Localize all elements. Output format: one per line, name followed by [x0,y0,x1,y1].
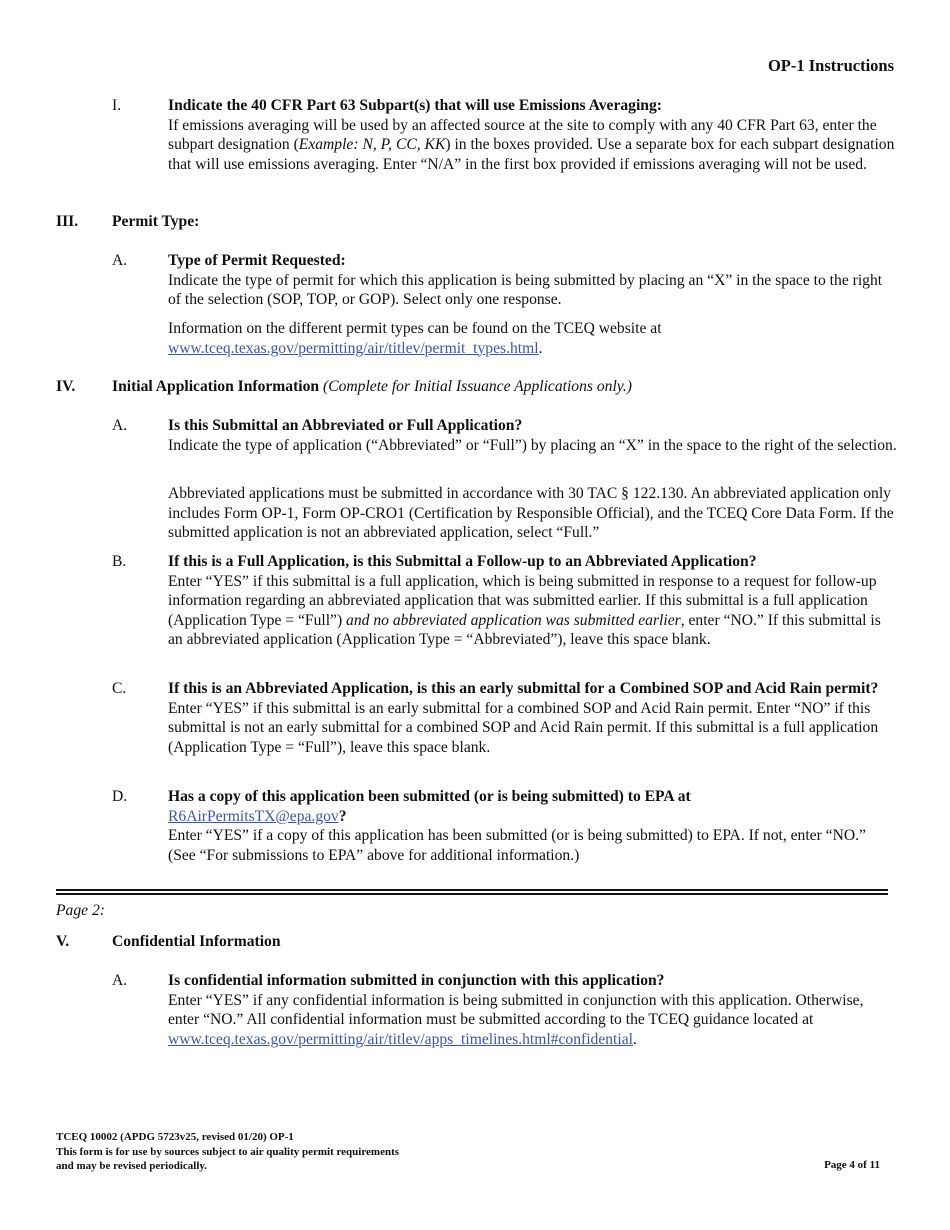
item-text: Enter “YES” if a copy of this application has been submitted (or is being submitted) to EPA. If not, enter “NO.” (See “For submissions to EPA” above for additional information.) [168,827,866,864]
item-marker: A. [112,417,128,434]
confidential-guidance-link[interactable]: www.tceq.texas.gov/permitting/air/titlev/apps_timelines.html#confidential [168,1030,633,1048]
item-text: Indicate the type of application (“Abbreviated” or “Full”) by placing an “X” in the space to the right of the selection. [168,436,897,454]
section-confidential [56,932,281,952]
epa-email-link[interactable]: R6AirPermitsTX@epa.gov [168,807,339,825]
item-marker: I. [112,97,122,114]
item-early-submittal [112,679,897,757]
footer-note: This form is for use by sources subject to air quality permit requirements [56,1145,400,1158]
item-marker: A. [112,252,128,269]
section-permit-type [56,212,199,232]
section-number: III. [56,213,79,230]
item-emissions-averaging [112,96,897,174]
item-title: Is this Submittal an Abbreviated or Full Application? [168,417,523,434]
section-title: Permit Type: [112,213,200,230]
item-text: Enter “YES” if any confidential information is being submitted in conjunction with this application. Otherwise, enter “NO.” All confidential information must be submitted according to the TCEQ guidance located at www.tceq.texas.gov/permitting/air/titlev/apps_timelines.html#confidential. [168,991,864,1048]
item-marker: C. [112,680,127,697]
section-initial-application [56,377,632,397]
item-text: Enter “YES” if this submittal is a full application, which is being submitted in response to a request for follow-up information regarding an abbreviated application that was submitted earlier. If this submittal is a full application (Application Type = “Full”) and no abbreviated application was submitted earlier, enter “NO.” If this submittal is an abbreviated application (Application Type = “Abbreviated”), leave this space blank. [168,572,881,649]
item-marker: D. [112,788,128,805]
item-title: Indicate the 40 CFR Part 63 Subpart(s) that will use Emissions Averaging: [168,97,662,114]
divider [56,889,888,891]
page-number: Page 4 of 11 [824,1159,880,1171]
item-title: Has a copy of this application been submitted (or is being submitted) to EPA at [168,788,691,805]
item-confidential-info [112,971,897,1049]
form-header-title: OP-1 Instructions [767,56,894,75]
permit-types-info: Information on the different permit types can be found on the TCEQ website at www.tceq.texas.gov/permitting/air/titlev/permit_types.html. [168,320,662,357]
item-follow-up [112,552,897,650]
footer-note: and may be revised periodically. [56,1160,208,1172]
page-2-label: Page 2: [56,902,105,919]
item-text: If emissions averaging will be used by an affected source at the site to comply with any 40 CFR Part 63, enter the subpart designation (Example: N, P, CC, KK) in the boxes provided. Use a separate box for each subpart designation that will use emissions averaging. Enter “N/A” in the first box provided if emissions averaging will not be used. [168,116,895,173]
section-title: Confidential Information [112,933,281,950]
section-note: (Complete for Initial Issuance Applications only.) [323,378,632,395]
item-abbreviated-or-full [112,416,897,455]
item-title: If this is an Abbreviated Application, is this an early submittal for a Combined SOP and Acid Rain permit? [168,680,879,697]
item-title: Type of Permit Requested: [168,252,346,269]
item-text: Enter “YES” if this submittal is an early submittal for a combined SOP and Acid Rain permit. Enter “NO” if this submittal is not an early submittal for a combined SOP and Acid Rain permit. If this submittal is a full application (Application Type = “Full”), leave this space blank. [168,699,879,756]
item-marker: B. [112,553,127,570]
item-title: If this is a Full Application, is this Submittal a Follow-up to an Abbreviated Application? [168,553,757,570]
item-epa-copy: D. Has a copy of this application been submitted (or is being submitted) to EPA at R6AirPermitsTX@epa.gov? Enter “YES” if a copy of this application has been submitted (or is being submitted) to EPA. If not, enter “NO.” (See “For submissions to EPA” above for additional information.) [112,787,897,865]
item-title: Is confidential information submitted in conjunction with this application? [168,972,665,989]
section-number: V. [56,933,70,950]
section-number: IV. [56,378,76,395]
section-title: Initial Application Information [112,378,320,395]
footer-form-id: TCEQ 10002 (APDG 5723v25, revised 01/20) OP-1 [56,1131,294,1143]
divider [56,893,888,895]
item-marker: A. [112,972,128,989]
permit-types-link[interactable]: www.tceq.texas.gov/permitting/air/titlev/permit_types.html [168,339,539,357]
item-text: Indicate the type of permit for which this application is being submitted by placing an “X” in the space to the right of the selection (SOP, TOP, or GOP). Select only one response. [168,271,883,309]
abbreviated-info: Abbreviated applications must be submitted in accordance with 30 TAC § 122.130. An abbreviated application only includes Form OP-1, Form OP-CRO1 (Certification by Responsible Official), and the TCEQ Core Data Form. If the submitted application is not an abbreviated application, select “Full.” [168,485,894,542]
item-type-of-permit [112,251,897,310]
footer [56,1130,399,1174]
